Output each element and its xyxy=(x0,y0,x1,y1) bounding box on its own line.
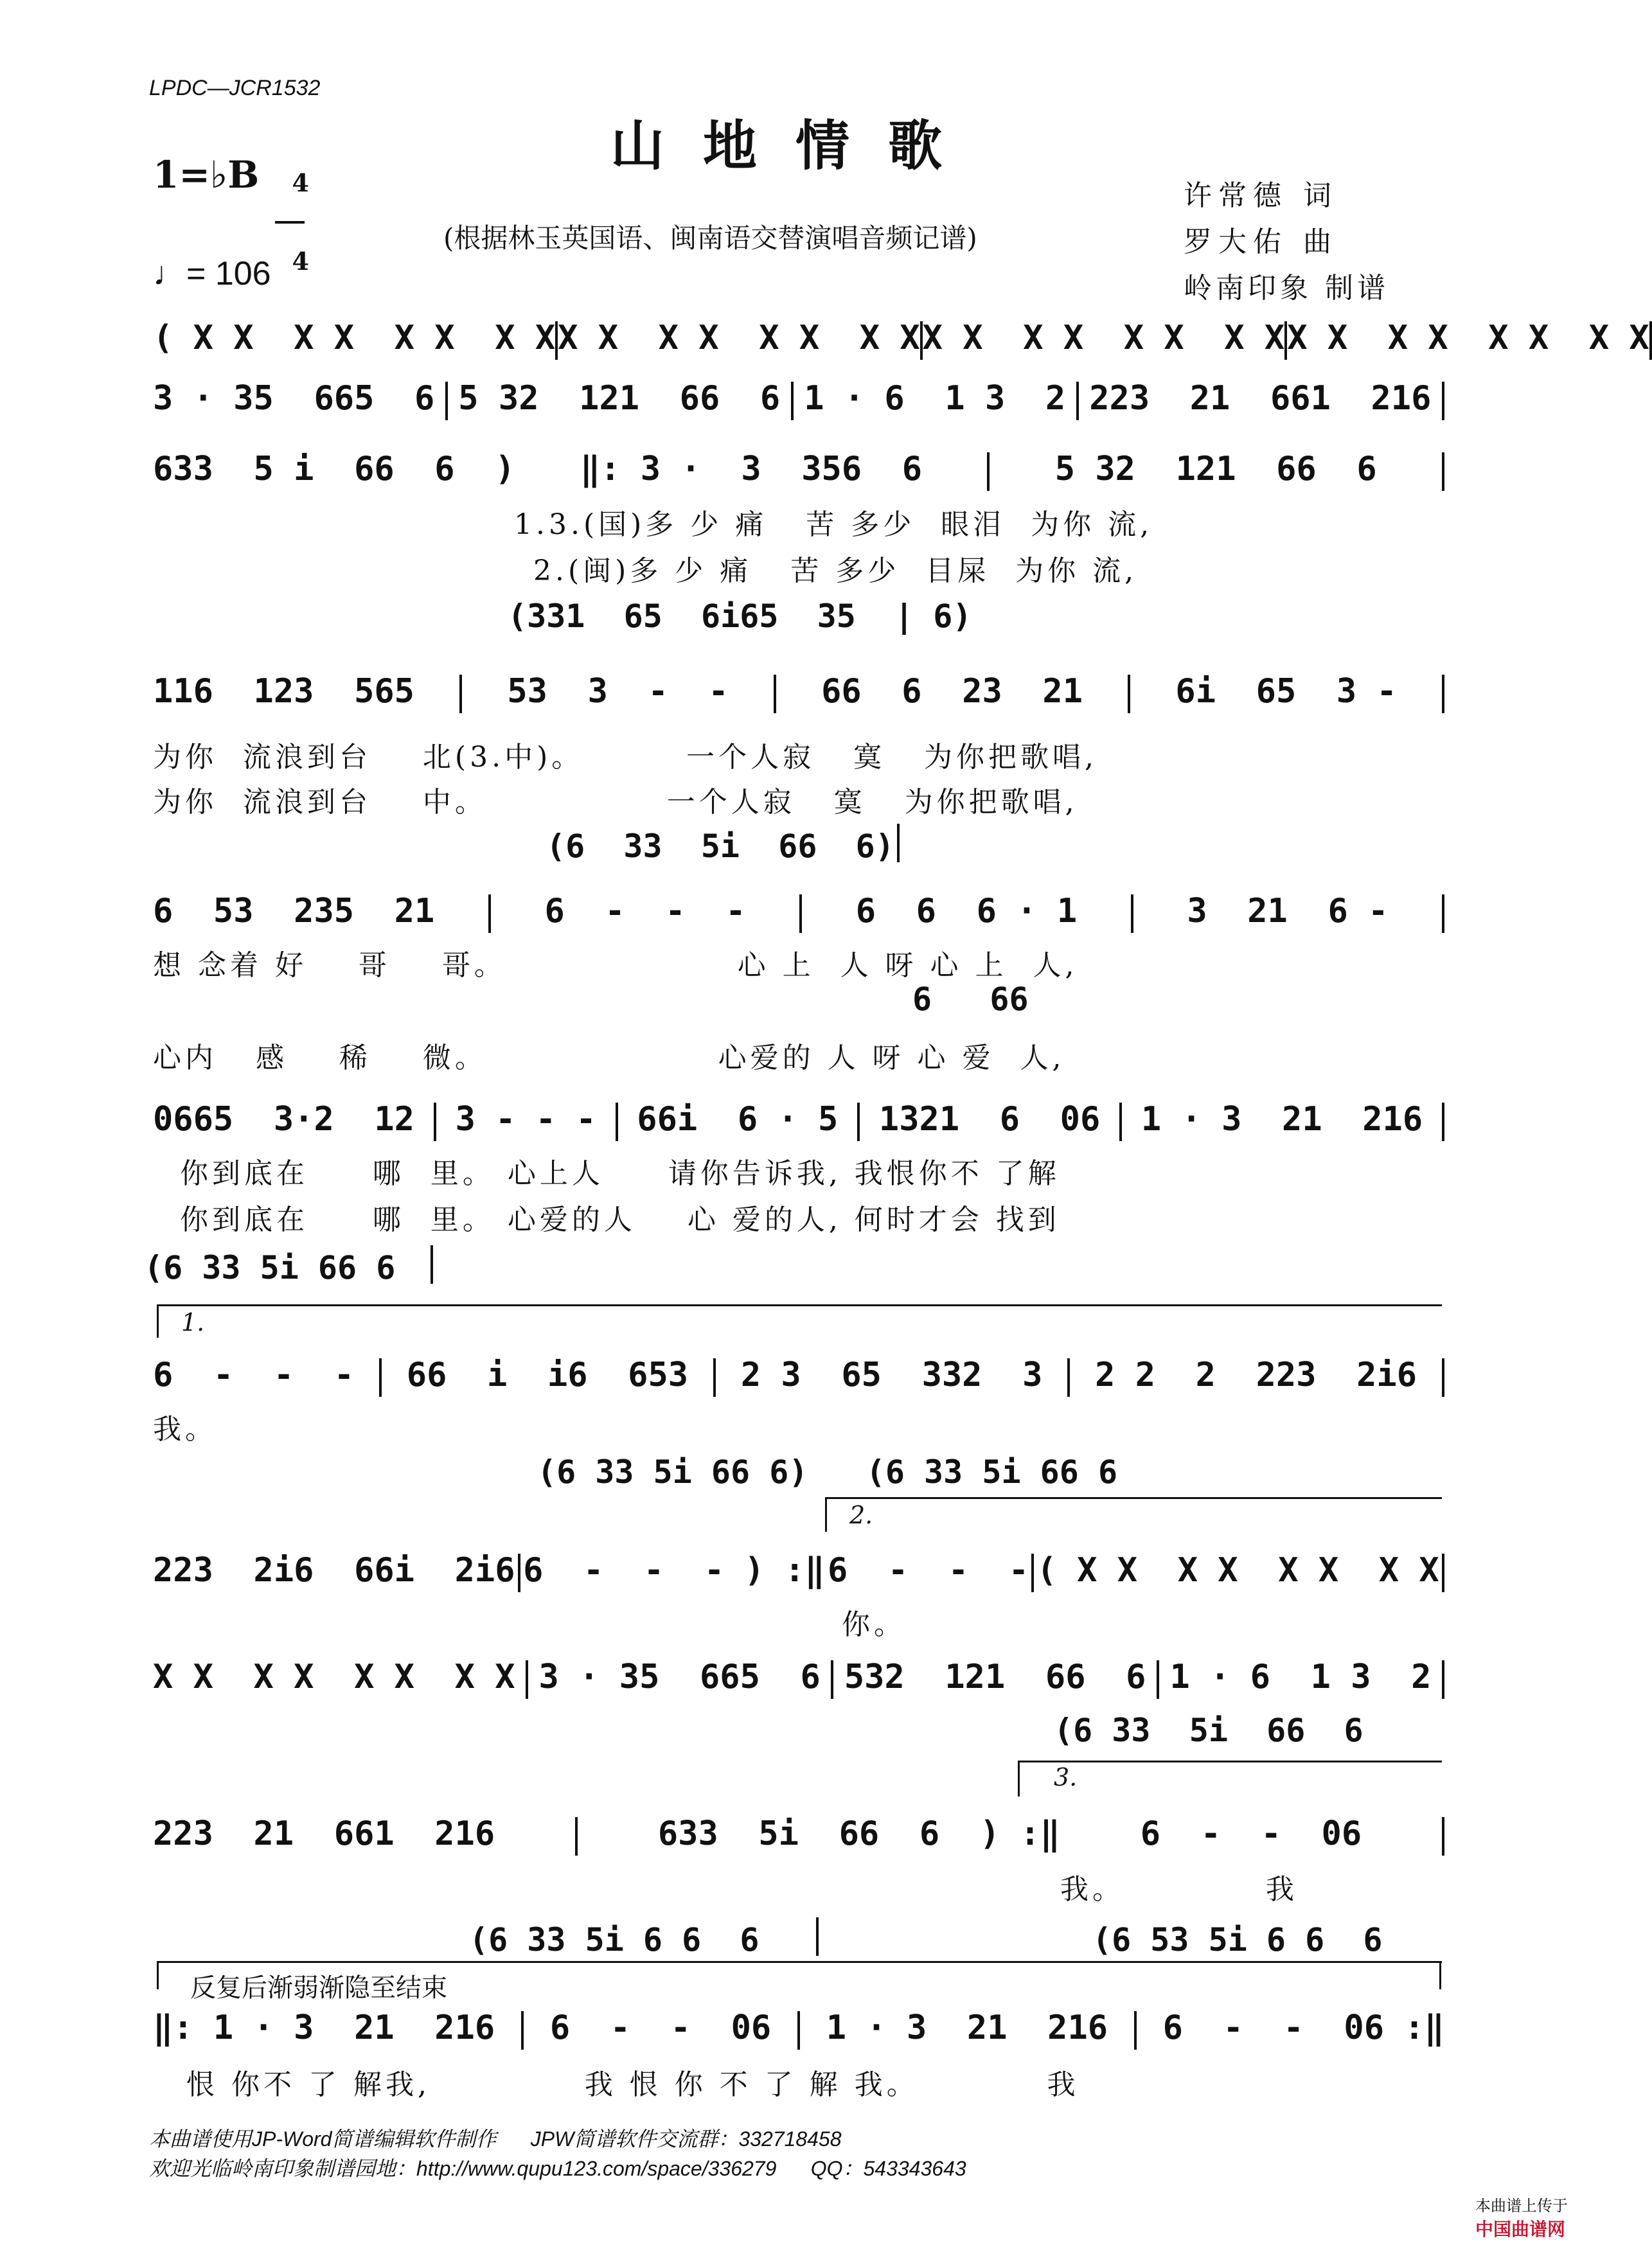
measure: 2 3 65 332 3 xyxy=(740,1356,1043,1394)
measure: 6 - - - xyxy=(153,1356,355,1394)
alt-notes: 6 66 xyxy=(912,981,1029,1018)
fill-phrase: (331 65 6i65 35 | 6) xyxy=(508,598,972,635)
lyric-line: 你到底在 哪 里。 心上人 请你告诉我, 我恨你不 了解 xyxy=(180,1157,1060,1190)
lyricist: 许常德 词 xyxy=(1184,179,1338,212)
score-row-10 xyxy=(153,1815,1444,1856)
lyric-line: 心内 感 稀 微。 心爱的 人 呀 心 爱 人, xyxy=(153,1042,1065,1074)
measure: 6 - - 06 xyxy=(549,2009,772,2047)
ending-2-label: 2. xyxy=(849,1501,873,1529)
measure: 3 · 35 665 6 xyxy=(153,379,435,418)
measure: 3 - - - xyxy=(455,1100,596,1139)
measure: 1 · 6 1 3 2 xyxy=(1169,1658,1432,1696)
measure: 3 · 35 665 6 xyxy=(538,1658,821,1696)
measure: 66 i i6 653 xyxy=(406,1356,689,1394)
measure: ‖: 1 · 3 21 216 xyxy=(153,2009,495,2047)
footer-line-2: 欢迎光临岭南印象制谱园地：http://www.qupu123.com/space/336279 QQ：543343643 xyxy=(149,2157,966,2180)
measure: 6 - - 06 :‖ xyxy=(1162,2009,1444,2047)
ending-3-label: 3. xyxy=(1054,1763,1078,1791)
measure: 66i 6 · 5 xyxy=(637,1100,839,1139)
lyric-verse-1: 1.3.(国)多 少 痛 苦 多少 眼泪 为你 流, xyxy=(514,508,1153,541)
ending-1-label: 1. xyxy=(181,1308,205,1336)
footer-line-1: 本曲谱使用JP-Word简谱编辑软件制作 JPW简谱软件交流群：332718458 xyxy=(149,2127,842,2151)
fill-phrase: (6 33 5i 66 6) (6 33 5i 66 6 xyxy=(537,1453,1118,1491)
lyric-line: 想 念着 好 哥 哥。 心 上 人 呀 心 上 人, xyxy=(153,949,1078,982)
measure: 1 · 3 21 216 xyxy=(1141,1100,1423,1139)
score-row-8 xyxy=(153,1551,1444,1592)
score-code: LPDC—JCR1532 xyxy=(149,76,321,100)
measure: 5 32 121 66 6 xyxy=(1054,450,1377,488)
measure: 2 2 2 223 2i6 xyxy=(1095,1356,1417,1394)
measure: 1 · 3 21 216 xyxy=(826,2009,1108,2047)
watermark xyxy=(1467,2175,1568,2241)
score-row-11 xyxy=(153,2009,1444,2050)
measure: 223 21 661 216 xyxy=(1089,379,1432,418)
fill-phrase: (6 33 5i 66 6 xyxy=(1054,1712,1363,1749)
fill-phrase: (6 33 5i 66 6) xyxy=(546,828,894,865)
measure: 6 - - - xyxy=(827,1551,1029,1590)
measure: 5 32 121 66 6 xyxy=(458,379,781,418)
lyric-line: 为你 流浪到台 中。 一个人寂 寞 为你把歌唱, xyxy=(153,786,1078,819)
measure: 1 · 6 1 3 2 xyxy=(804,379,1066,418)
measure: 532 121 66 6 xyxy=(844,1658,1146,1696)
lyric-line: 恨 你不 了 解我, 我 恨 你 不 了 解 我。 我 xyxy=(186,2068,1079,2101)
measure: 6 - - - xyxy=(544,892,746,930)
lyric-line: 你。 xyxy=(842,1608,906,1641)
lyric-verse-2: 2.(闽)多 少 痛 苦 多少 目屎 为你 流, xyxy=(533,555,1138,587)
fill-phrase: (6 33 5i 66 6 xyxy=(144,1249,396,1286)
measure: 1321 6 06 xyxy=(878,1100,1101,1139)
score-row-1 xyxy=(153,319,1649,360)
measure: 223 2i6 66i 2i6 xyxy=(153,1551,515,1590)
measure: 116 123 565 xyxy=(153,672,414,711)
score-row-3 xyxy=(153,450,1444,491)
lyric-line: 为你 流浪到台 北(3.中)。 一个人寂 寞 为你把歌唱, xyxy=(153,741,1098,774)
score-row-6 xyxy=(153,1100,1444,1141)
fill-phrase: (6 53 5i 6 6 6 xyxy=(1092,1921,1383,1958)
measure: 633 5i 66 6 ) :‖ xyxy=(657,1815,1060,1853)
arranger: 岭南印象 制谱 xyxy=(1184,272,1389,305)
lyric-line: 你到底在 哪 里。 心爱的人 心 爱的人, 何时才会 找到 xyxy=(180,1203,1060,1236)
measure: 53 3 - - xyxy=(507,672,729,711)
song-title: 山地情歌 xyxy=(610,114,981,177)
time-denominator: 4 xyxy=(292,247,309,276)
measure: 633 5 i 66 6 ) xyxy=(153,450,515,488)
performance-note: 反复后渐弱渐隐至结束 xyxy=(190,1974,447,2002)
composer: 罗大佑 曲 xyxy=(1184,226,1338,258)
watermark-text: 本曲谱上传于 xyxy=(1475,2197,1568,2215)
measure: X X X X X X X X xyxy=(922,319,1285,357)
measure: X X X X X X X X xyxy=(558,319,920,357)
measure: 0665 3·2 12 xyxy=(153,1100,414,1139)
lyric-line: 我。 xyxy=(153,1413,217,1446)
measure: 3 21 6 - xyxy=(1187,892,1389,930)
subtitle: (根据林玉英国语、闽南语交替演唱音频记谱) xyxy=(443,222,977,254)
measure: 66 6 23 21 xyxy=(821,672,1083,711)
score-row-9 xyxy=(153,1658,1444,1699)
measure: ‖: 3 · 3 356 6 xyxy=(580,450,923,488)
measure: ( X X X X X X X X xyxy=(153,319,556,357)
measure: 6 - - - ) :‖ xyxy=(523,1551,825,1590)
measure: 6 - - 06 xyxy=(1140,1815,1362,1853)
time-signature xyxy=(275,146,309,276)
key-signature: 1=♭B xyxy=(153,153,260,197)
score-row-5 xyxy=(153,892,1444,933)
time-numerator: 4 xyxy=(292,168,309,197)
measure: 223 21 661 216 xyxy=(153,1815,495,1853)
score-row-7 xyxy=(153,1356,1444,1397)
lyric-line: 我。 我 xyxy=(1060,1873,1298,1906)
score-row-2 xyxy=(153,379,1444,420)
measure: 6 53 235 21 xyxy=(153,892,435,930)
tempo-marking: ♩= 106 xyxy=(153,255,271,292)
score-row-4 xyxy=(153,672,1444,713)
measure: 6i 65 3 - xyxy=(1175,672,1397,711)
measure: X X X X X X X X xyxy=(1287,319,1649,357)
watermark-brand: 中国曲谱网 xyxy=(1475,2219,1566,2239)
measure: X X X X X X X X xyxy=(153,1658,515,1696)
measure: 6 6 6 · 1 xyxy=(855,892,1078,930)
measure: ( X X X X X X X X xyxy=(1036,1551,1439,1590)
fill-phrase: (6 33 5i 6 6 6 xyxy=(469,1921,759,1958)
